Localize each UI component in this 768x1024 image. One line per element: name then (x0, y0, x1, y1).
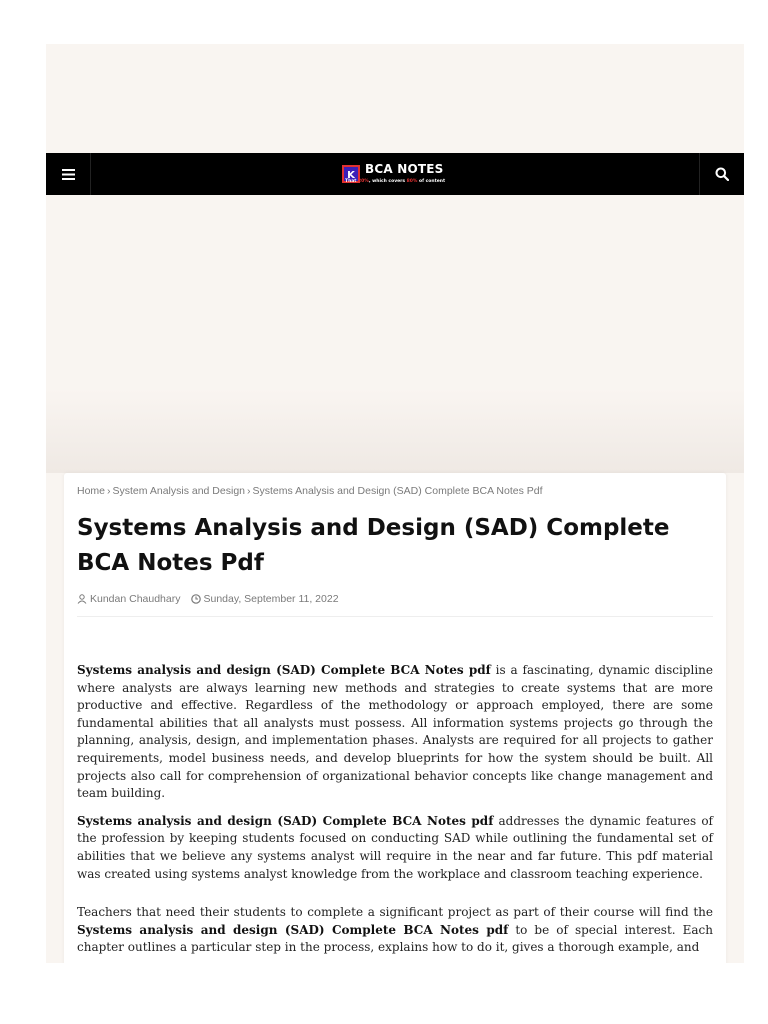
bars-icon (62, 169, 75, 180)
post-card (64, 473, 726, 963)
paragraph-3: Teachers that need their students to complete a significant project as part of their course will find the Systems analysis and design (SAD) Complete BCA Notes pdf to be of special interest. Each chapter outlines a particular step in the process, explains how to do it, gives a thorough example, and (77, 905, 713, 955)
breadcrumb-home[interactable]: Home (77, 485, 106, 497)
paragraph-2: Systems analysis and design (SAD) Complete BCA Notes pdf addresses the dynamic features of the profession by keeping students focused on conducting SAD while outlining the fundamental set of abilities that we believe any systems analyst will require in the near and far future. This pdf material was created using systems analyst knowledge from the workplace and classroom teaching experience. (77, 813, 713, 881)
search-icon (715, 167, 729, 181)
ad-space (46, 195, 744, 473)
logo-badge-letter: K (347, 170, 355, 181)
clock-icon (191, 594, 201, 604)
meta-divider (77, 616, 713, 617)
breadcrumb-separator: › (107, 485, 111, 497)
search-button[interactable] (699, 153, 744, 195)
author-name[interactable]: Kundan Chaudhary (90, 593, 181, 605)
post-author[interactable] (77, 593, 181, 605)
post-title: Systems Analysis and Design (SAD) Complete BCA Notes Pdf (77, 515, 670, 576)
paragraph-1: Systems analysis and design (SAD) Complete BCA Notes pdf is a fascinating, dynamic discipline where analysts are always learning new methods and strategies to create systems that are more productive and effective. Regardless of the methodology or approach employed, there are some fundamental abilities that all analysts must possess. All information systems projects go through the planning, analysis, design, and implementation phases. Analysts are required for all projects to gather requirements, model business needs, and develop blueprints for how the system should be built. All projects also call for comprehension of organizational behavior concepts like change management and team building. (77, 663, 713, 801)
breadcrumb-separator: › (247, 485, 251, 497)
breadcrumb-current: Systems Analysis and Design (SAD) Complete BCA Notes Pdf (252, 485, 543, 497)
post-meta (77, 593, 339, 605)
user-icon (77, 594, 87, 604)
logo-tagline: That 20%, which covers 80% of content (345, 179, 446, 184)
site-logo[interactable] (341, 161, 445, 187)
menu-button[interactable] (46, 153, 91, 195)
logo-title: BCA NOTES (365, 162, 444, 176)
post-body (77, 662, 713, 963)
page-wrapper (46, 44, 744, 963)
breadcrumb-category[interactable]: System Analysis and Design (112, 485, 245, 497)
date-text: Sunday, September 11, 2022 (203, 593, 339, 605)
top-navbar (46, 153, 744, 195)
breadcrumb (77, 485, 543, 497)
post-date (191, 593, 339, 605)
